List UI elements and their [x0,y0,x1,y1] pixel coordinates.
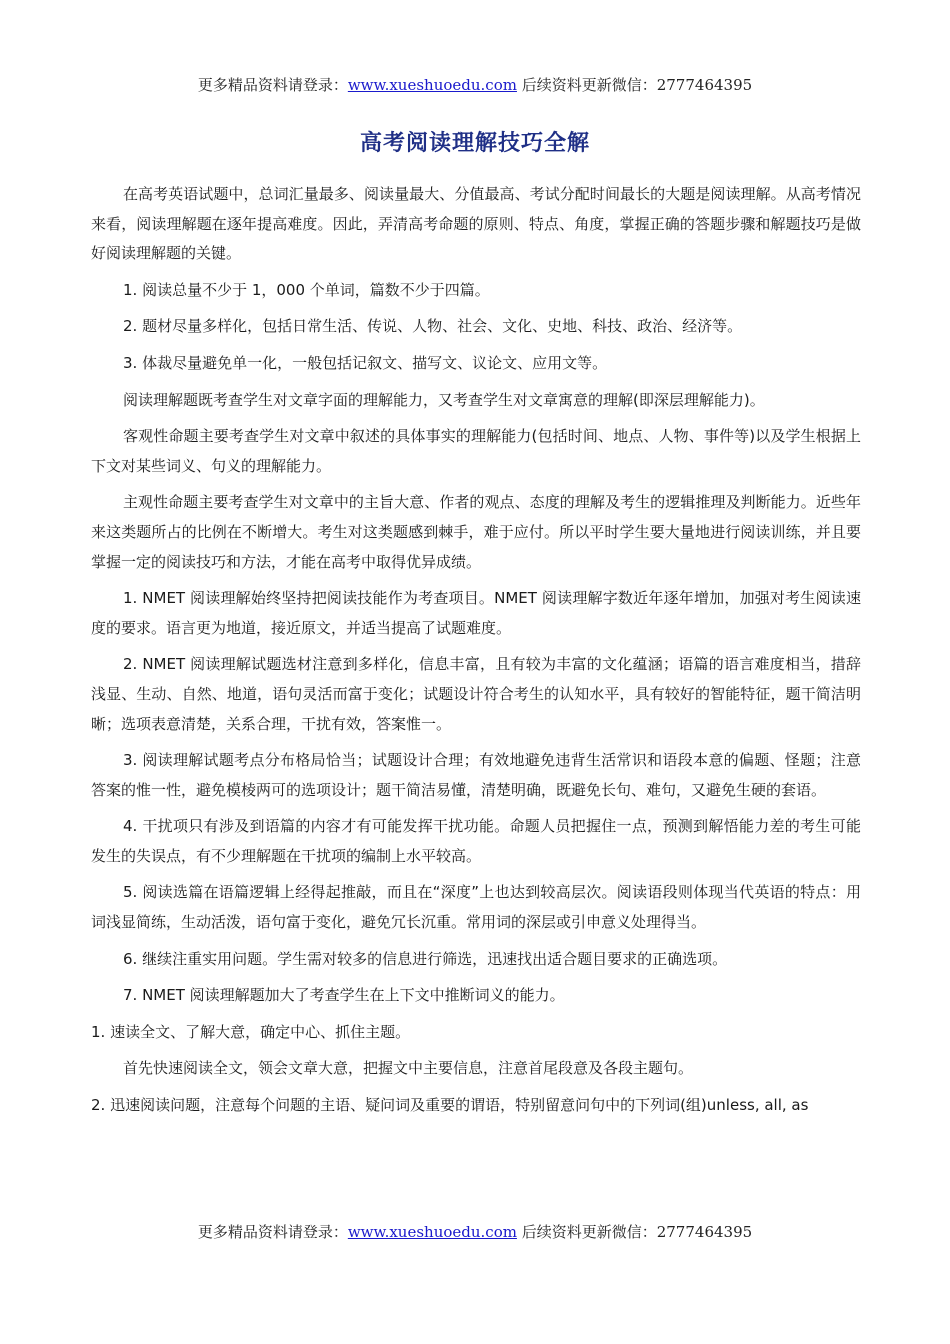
step-item: 1. 速读全文、了解大意，确定中心、抓住主题。 [91,1022,411,1041]
list-item: 3. 体裁尽量避免单一化，一般包括记叙文、描写文、议论文、应用文等。 [123,353,608,372]
banner-prefix: 更多精品资料请登录： [197,76,348,94]
list-item: 1. NMET 阅读理解始终坚持把阅读技能作为考查项目。NMET 阅读理解字数近年逐年增加，加强对考生阅读速度的要求。语言更为地道，接近原文，并适当提高了试题难度。 [91,589,861,637]
paragraph: 主观性命题主要考查学生对文章中的主旨大意、作者的观点、态度的理解及考生的逻辑推理及判断能力。近些年来这类题所占的比例在不断增大。考生对这类题感到棘手，难于应付。所以平时学生要大量地进行阅读训练，并且要掌握一定的阅读技巧和方法，才能在高考中取得优异成绩。 [91,493,861,571]
banner-suffix: 后续资料更新微信：2777464395 [516,1223,753,1241]
paragraph: 客观性命题主要考查学生对文章中叙述的具体事实的理解能力(包括时间、地点、人物、事件等)以及学生根据上下文对某些词义、句义的理解能力。 [91,427,861,475]
list-item: 1. 阅读总量不少于 1，000 个单词，篇数不少于四篇。 [123,280,490,299]
header-banner [0,74,950,95]
list-item: 2. NMET 阅读理解试题选材注意到多样化，信息丰富，且有较为丰富的文化蕴涵；语篇的语言难度相当，措辞浅显、生动、自然、地道，语句灵活而富于变化；试题设计符合考生的认知水平，具有较好的智能特征，题干简洁明晰；选项表意清楚，关系合理，干扰有效，答案惟一。 [91,655,861,733]
banner-link[interactable]: www.xueshuoedu.com [347,76,517,94]
list-item: 6. 继续注重实用问题。学生需对较多的信息进行筛选，迅速找出适合题目要求的正确选项。 [123,949,728,968]
list-item: 2. 题材尽量多样化，包括日常生活、传说、人物、社会、文化、史地、科技、政治、经济等。 [123,317,743,336]
step-item: 2. 迅速阅读问题，注意每个问题的主语、疑问词及重要的谓语，特别留意问句中的下列词(组)unless, all, as [91,1096,809,1115]
list-item: 3. 阅读理解试题考点分布格局恰当；试题设计合理；有效地避免违背生活常识和语段本意的偏题、怪题；注意答案的惟一性，避免模棱两可的选项设计；题干简洁易懂，清楚明确，既避免长句、难句，又避免生硬的套语。 [91,751,861,799]
paragraph-intro: 在高考英语试题中，总词汇量最多、阅读量最大、分值最高、考试分配时间最长的大题是阅读理解。从高考情况来看，阅读理解题在逐年提高难度。因此，弄清高考命题的原则、特点、角度，掌握正确的答题步骤和解题技巧是做好阅读理解题的关键。 [91,185,861,263]
paragraph: 阅读理解题既考查学生对文章字面的理解能力，又考查学生对文章寓意的理解(即深层理解能力)。 [123,390,765,409]
banner-link[interactable]: www.xueshuoedu.com [347,1223,517,1241]
paragraph: 首先快速阅读全文，领会文章大意，把握文中主要信息，注意首尾段意及各段主题句。 [123,1059,694,1078]
document-title: 高考阅读理解技巧全解 [359,131,590,156]
list-item: 5. 阅读选篇在语篇逻辑上经得起推敲，而且在“深度”上也达到较高层次。阅读语段则体现当代英语的特点：用词浅显简练，生动活泼，语句富于变化，避免冗长沉重。常用词的深层或引申意义处理得当。 [91,883,861,932]
banner-suffix: 后续资料更新微信：2777464395 [516,76,753,94]
banner-prefix: 更多精品资料请登录： [197,1223,348,1241]
footer-banner [0,1221,950,1242]
document-body [91,180,861,1128]
list-item: 4. 干扰项只有涉及到语篇的内容才有可能发挥干扰功能。命题人员把握住一点，预测到解悟能力差的考生可能发生的失误点，有不少理解题在干扰项的编制上水平较高。 [91,817,861,865]
list-item: 7. NMET 阅读理解题加大了考查学生在上下文中推断词义的能力。 [123,986,565,1005]
